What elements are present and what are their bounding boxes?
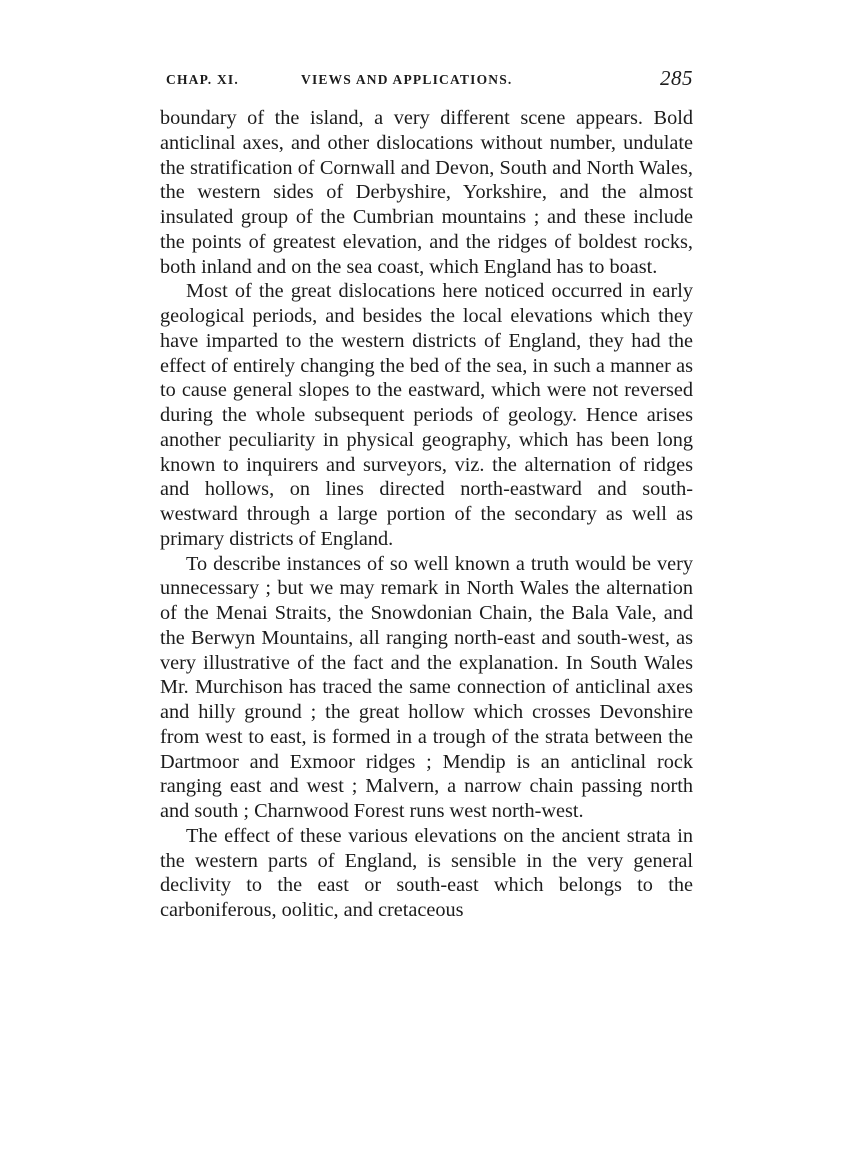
paragraph-continuation: boundary of the island, a very different scene appears. Bold anticlinal axes, and other dislocations without number, undulate the stratification of Cornwall and Devon, South and North Wales, the western sides of Derbyshire, Yorkshire, and the almost insulated group of the Cumbrian mountains ; and these include the points of greatest elevation, and the ridges of boldest rocks, both inland and on the sea coast, which England has to boast. [160,107,693,278]
paragraph: Most of the great dislocations here noticed occurred in early geological periods, and besides the local elevations which they have imparted to the western districts of England, they had the effect of entirely changing the bed of the sea, in such a manner as to cause general slopes to the eastward, which were not reversed during the whole subsequent periods of geology. Hence arises another peculiarity in physical geography, which has been long known to inquirers and surveyors, viz. the alternation of ridges and hollows, on lines directed north-eastward and south-westward through a large portion of the secondary as well as primary districts of England. [160,280,693,550]
section-title: VIEWS AND APPLICATIONS. [301,72,513,87]
book-page [160,66,693,923]
body-text [160,106,693,923]
page-number: 285 [660,66,693,90]
chapter-label: CHAP. XI. [166,72,239,87]
paragraph: To describe instances of so well known a truth would be very unnecessary ; but we may remark in North Wales the alternation of the Menai Straits, the Snowdonian Chain, the Bala Vale, and the Berwyn Mountains, all ranging north-east and south-west, as very illustrative of the fact and the explanation. In South Wales Mr. Murchison has traced the same connection of anticlinal axes and hilly ground ; the great hollow which crosses Devonshire from west to east, is formed in a trough of the strata between the Dartmoor and Exmoor ridges ; Mendip is an anticlinal rock ranging east and west ; Malvern, a narrow chain passing north and south ; Charnwood Forest runs west north-west. [160,552,693,822]
paragraph: The effect of these various elevations on the ancient strata in the western parts of England, is sensible in the very general declivity to the east or south-east which belongs to the carboniferous, oolitic, and cretaceous [160,824,693,921]
running-head [160,66,693,106]
